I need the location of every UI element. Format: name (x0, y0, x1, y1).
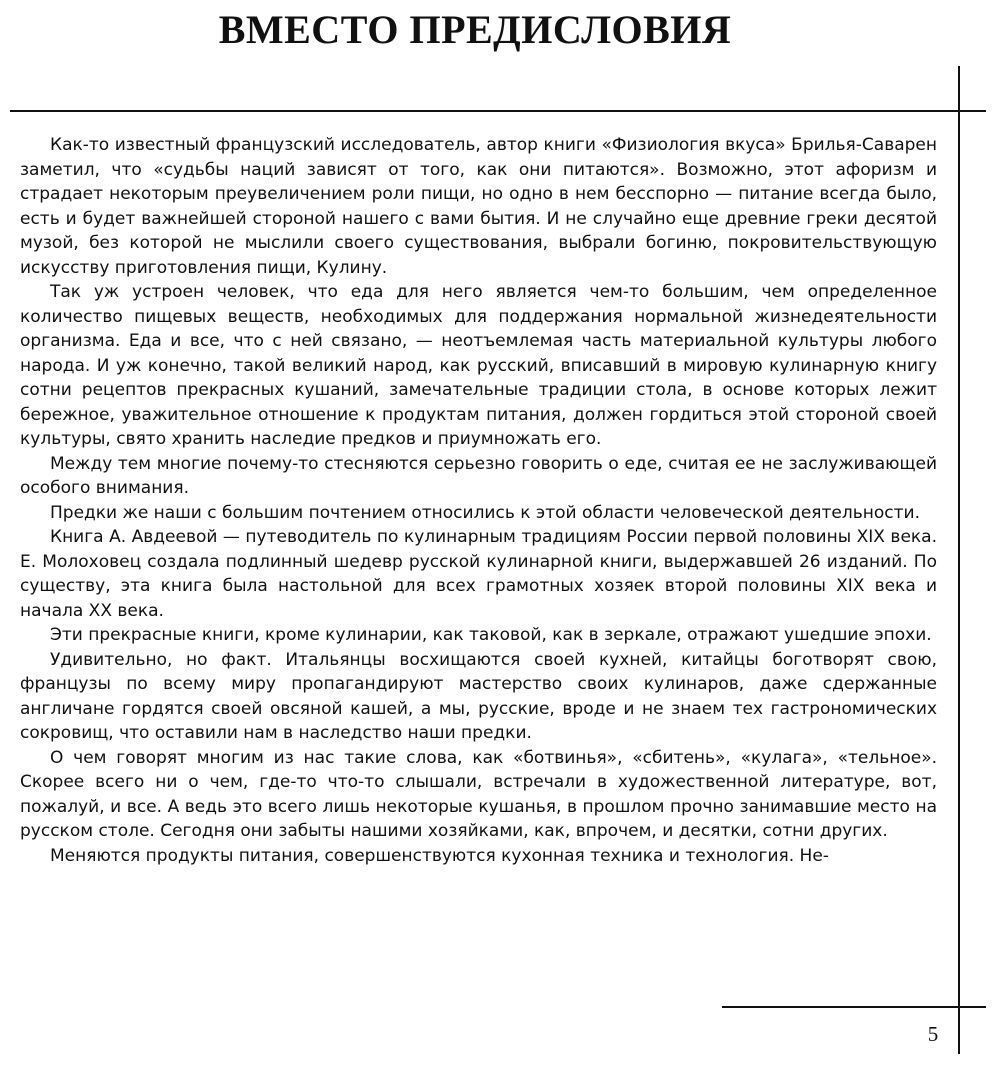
vertical-rule-top (958, 66, 960, 1010)
horizontal-rule-bottom (722, 1006, 986, 1008)
paragraph: Удивительно, но факт. Итальянцы восхищаются своей кухней, китайцы боготворят свою, французы по всему миру пропагандируют мастерство своих кулинаров, даже сдержанные англичане гордятся своей овсяной кашей, а мы, русские, вроде и не знаем тех гастрономических сокровищ, что оставили нам в наследство наши предки. (20, 649, 937, 743)
horizontal-rule-top (10, 110, 986, 112)
paragraph: О чем говорят многим из нас такие слова, как «ботвинья», «сбитень», «кулага», «тельное». Скорее всего ни о чем, где-то что-то слышали, встречали в художественной литературе, вот, пожалуй, и все. А ведь это всего лишь некоторые кушанья, в прошлом прочно занимавшие место на русском столе. Сегодня они забыты нашими хозяйками, как, впрочем, и десятки, сотни других. (20, 747, 937, 841)
paragraph: Книга А. Авдеевой — путеводитель по кулинарным традициям России первой половины XIX века. Е. Молоховец создала подлинный шедевр русской кулинарной книги, выдержавшей 26 изданий. По существу, эта книга была настольной для всех грамотных хозяек второй половины XIX века и начала XX века. (20, 527, 937, 621)
body-text (20, 133, 937, 868)
paragraph: Меняются продукты питания, совершенствуются кухонная техника и технология. Не- (50, 845, 829, 866)
page-number: 5 (927, 1022, 939, 1046)
paragraph: Предки же наши с большим почтением относились к этой области человеческой деятельности. (50, 502, 920, 523)
page-title: ВМЕСТО ПРЕДИСЛОВИЯ (218, 7, 732, 52)
paragraph: Между тем многие почему-то стесняются серьезно говорить о еде, считая ее не заслуживающей особого внимания. (20, 453, 937, 498)
paragraph: Как-то известный французский исследователь, автор книги «Физиология вкуса» Брилья-Саварен заметил, что «судьбы наций зависят от того, как они питаются». Возможно, этот афоризм и страдает некоторым преувеличением роли пищи, но одно в нем бесспорно — питание всегда было, есть и будет важнейшей стороной нашего с вами бытия. И не случайно еще древние греки десятой музой, без которой не мыслили своего существования, выбрали богиню, покровительствующую искусству приготовления пищи, Кулину. (20, 135, 937, 278)
vertical-rule-bottom (958, 1008, 960, 1054)
paragraph: Так уж устроен человек, что еда для него является чем-то большим, чем определенное количество пищевых веществ, необходимых для поддержания нормальной жизнедеятельности организма. Еда и все, что с ней связано, — неотъемлемая часть материальной культуры любого народа. И уж конечно, такой великий народ, как русский, вписавший в мировую кулинарную книгу сотни рецептов прекрасных кушаний, замечательные традиции стола, в основе которых лежит бережное, уважительное отношение к продуктам питания, должен гордиться этой стороной своей культуры, свято хранить наследие предков и приумножать его. (20, 282, 937, 449)
paragraph: Эти прекрасные книги, кроме кулинарии, как таковой, как в зеркале, отражают ушедшие эпохи. (50, 625, 932, 645)
